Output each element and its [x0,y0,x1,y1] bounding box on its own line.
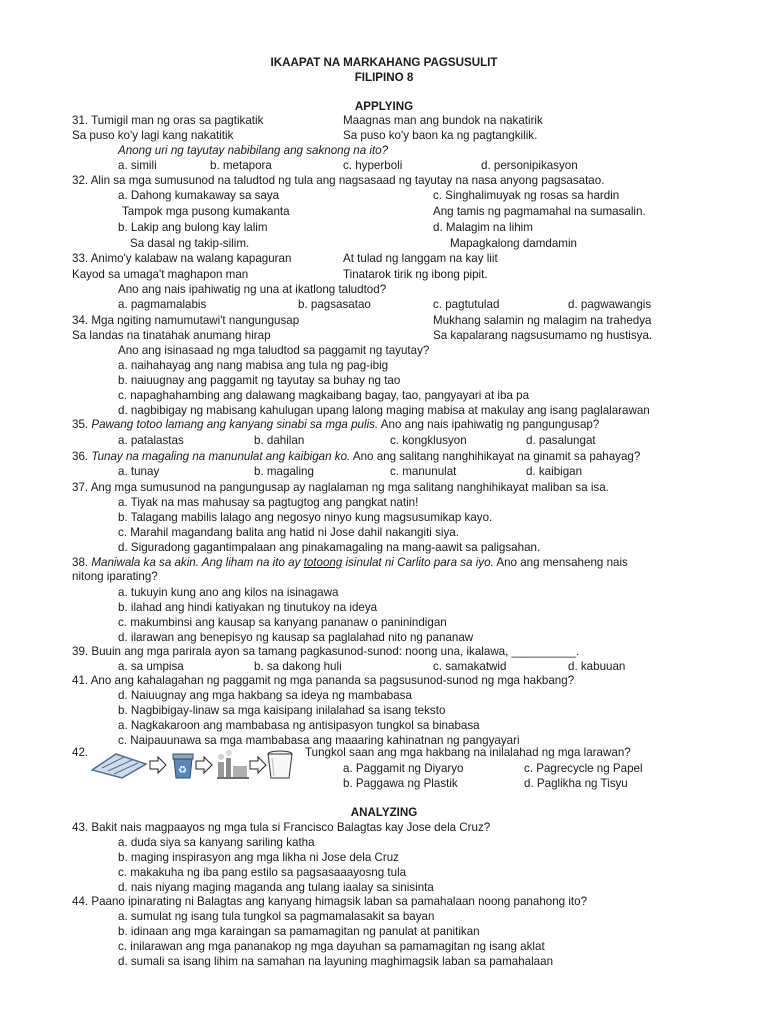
q42-picture-sequence [90,748,300,780]
q36-number: 36. [72,450,89,463]
q34-line2b: Sa kapalarang nagsusumamo ng hustisya. [433,329,653,342]
q39-choice-d: d. kabuuan [568,660,626,673]
q37-question: 37. Ang mga sumusunod na pangungusap ay naglalaman ng mga salitang nanghihikayat maliban sa isa. [72,481,609,494]
q33-line2a: Kayod sa umaga't maghapon man [72,268,249,281]
q34-line1b: Mukhang salamin ng malagim na trahedya [433,314,652,327]
q38-number: 38. [72,556,89,569]
svg-text:♻: ♻ [178,765,187,776]
q37-choice-a: a. Tiyak na mas mahusay sa pagtugtog ang pangkat natin! [118,496,419,509]
q32-choice-a-line2: Tampok mga pusong kumakanta [122,205,290,218]
q37-choice-c: c. Marahil magandang balita ang hatid ni Jose dahil nakangiti siya. [118,526,459,539]
q36-question [72,450,640,464]
q32-choice-b-line1: b. Lakip ang bulong kay lalim [118,221,268,234]
q33-choice-b: b. pagsasatao [298,298,371,311]
q38-quote-part1: Maniwala ka sa akin. Ang liham na ito ay [91,556,301,569]
exam-title: IKAAPAT NA MARKAHANG PAGSUSULIT [270,56,498,69]
q34-choice-c: c. napaghahambing ang dalawang magkaibang bagay, tao, pangyayari at iba pa [118,389,530,402]
q33-choice-a: a. pagmamalabis [118,298,207,311]
q36-choice-d: d. kaibigan [526,465,583,478]
q44-choice-d: d. sumali sa isang lihim na samahan na layuning maghimagsik laban sa pamahalaan [118,955,554,968]
section-analyzing: ANALYZING [350,806,418,819]
q41-choice-a: a. Nagkakaroon ang mambabasa ng antisipasyon tungkol sa binabasa [118,719,480,732]
q32-choice-b-line2: Sa dasal ng takip-silim. [130,237,250,250]
q33-question: Ano ang nais ipahiwatig ng una at ikatlong taludtod? [118,283,387,296]
q35-question [72,418,599,432]
q31-line1a: 31. Tumigil man ng oras sa pagtikatik [72,114,264,127]
q41-choice-b: b. Nagbibigay-linaw sa mga kaisipang inilalahad sa isang teksto [118,704,446,717]
arrow-right-icon [150,757,166,773]
q44-question: 44. Paano ipinarating ni Balagtas ang kanyang himagsik laban sa pamahalaan noong panahong ito? [72,895,588,908]
q33-line2b: Tinatarok tirik ng ibong pipit. [343,268,488,281]
factory-icon [217,750,249,779]
q36-quote: Tunay na magaling na manunulat ang kaibigan ko. [91,450,351,463]
q38-ask: Ano ang mensaheng nais [496,556,628,569]
exam-subtitle: FILIPINO 8 [354,71,414,84]
q37-choice-d: d. Siguradong gagantimpalaan ang pinakamagaling na mang-aawit sa paligsahan. [118,541,541,554]
q34-line2a: Sa landas na tinatahak anumang hirap [72,329,271,342]
arrow-right-icon [196,757,212,773]
q43-choice-c: c. makakuha ng iba pang estilo sa pagsasaaayosng tula [118,866,407,879]
q32-question: 32. Alin sa mga sumusunod na taludtod ng tula ang nagsasaad ng tayutay na nasa anyong pagsasatao. [72,174,605,187]
q32-choice-d-line1: d. Malagim na lihim [433,221,533,234]
q42-choice-b: b. Paggawa ng Plastik [343,777,458,790]
q41-choice-d: d. Naiuugnay ang mga hakbang sa ideya ng mambabasa [118,689,412,702]
q39-choice-a: a. sa umpisa [118,660,184,673]
section-applying: APPLYING [354,100,414,113]
q34-choice-b: b. naiuugnay ang paggamit ng tayutay sa buhay ng tao [118,374,401,387]
q38-quote-underlined: totoong [303,556,343,569]
q44-choice-c: c. inilarawan ang mga pananakop ng mga dayuhan sa pamamagitan ng isang aklat [118,940,545,953]
q34-line1a: 34. Mga ngiting namumutawi't nangungusap [72,314,300,327]
q34-choice-a: a. naihahayag ang nang mabisa ang tula ng pag-ibig [118,359,389,372]
q35-choice-b: b. dahilan [254,434,305,447]
q39-choice-c: c. samakatwid [433,660,507,673]
q41-question: 41. Ano ang kahalagahan ng paggamit ng mga pananda sa pagsusunod-sunod ng mga hakbang? [72,674,575,687]
q38-question [72,556,628,570]
q33-choice-c: c. pagtutulad [433,298,500,311]
q32-choice-a-line1: a. Dahong kumakaway sa saya [118,189,280,202]
q35-choice-d: d. pasalungat [526,434,596,447]
q38-choice-a: a. tukuyin kung ano ang kilos na isinagawa [118,586,339,599]
q31-choice-a: a. simili [118,159,157,172]
q33-line1a: 33. Animo'y kalabaw na walang kapaguran [72,252,292,265]
q35-number: 35. [72,418,89,431]
q42-question: Tungkol saan ang mga hakbang na inilalahad ng mga larawan? [305,746,631,759]
q33-line1b: At tulad ng langgam na kay liit [343,252,498,265]
newspaper-icon [92,754,146,778]
q38-choice-c: c. makumbinsi ang kausap sa kanyang pananaw o paninindigan [118,616,447,629]
q43-choice-d: d. nais niyang maging maganda ang tulang iaalay sa sinisinta [118,881,434,894]
q42-choice-a: a. Paggamit ng Diyaryo [343,762,464,775]
q31-choice-b: b. metapora [210,159,272,172]
q36-choice-b: b. magaling [254,465,314,478]
q38-choice-b: b. ilahad ang hindi katiyakan ng tinutukoy na ideya [118,601,378,614]
recycle-bin-icon [173,754,193,778]
q43-question: 43. Bakit nais magpaayos ng mga tula si Francisco Balagtas kay Jose dela Cruz? [72,821,491,834]
q31-choice-c: c. hyperboli [343,159,403,172]
q39-question: 39. Buuin ang mga parirala ayon sa tamang pagkasunod-sunod: noong una, ikalawa, __________. [72,645,580,658]
q33-choice-d: d. pagwawangis [568,298,652,311]
q43-choice-a: a. duda siya sa kanyang sariling katha [118,836,315,849]
q44-choice-b: b. idinaan ang mga karaingan sa pamamagitan ng panulat at panitikan [118,925,480,938]
q42-choice-c: c. Pagrecycle ng Papel [524,762,643,775]
q41-choice-c: c. Naipauunawa sa mga mambabasa ang maaaring kahinatnan ng pangyayari [118,734,520,747]
q44-choice-a: a. sumulat ng isang tula tungkol sa pagmamalasakit sa bayan [118,910,435,923]
q35-choice-a: a. patalastas [118,434,184,447]
q31-choice-d: d. personipikasyon [481,159,578,172]
q39-choice-b: b. sa dakong huli [254,660,342,673]
q42-choice-d: d. Paglikha ng Tisyu [524,777,628,790]
q36-ask: Ano ang salitang nanghihikayat na ginamit sa pahayag? [352,450,641,463]
q38-quote-part2: isinulat ni Carlito para sa iyo. [345,556,494,569]
q32-choice-d-line2: Mapagkalong damdamin [450,237,577,250]
q31-line2a: Sa puso ko'y lagi kang nakatitik [72,129,234,142]
q38-question-line2: nitong iparating? [72,570,158,583]
q32-choice-c-line1: c. Singhalimuyak ng rosas sa hardin [433,189,620,202]
q38-choice-d: d. ilarawan ang benepisyo ng kausap sa paglalahad nito ng pananaw [118,631,474,644]
q42-number: 42. [72,746,89,759]
q37-choice-b: b. Talagang mabilis lalago ang negosyo ninyo kung magsusumikap kayo. [118,511,493,524]
q32-choice-c-line2: Ang tamis ng pagmamahal na sumasalin. [433,205,646,218]
q31-line1b: Maagnas man ang bundok na nakatirik [343,114,543,127]
q43-choice-b: b. maging inspirasyon ang mga likha ni Jose dela Cruz [118,851,399,864]
q36-choice-c: c. manunulat [390,465,457,478]
q31-question: Anong uri ng tayutay nabibilang ang saknong na ito? [118,144,389,157]
q34-choice-d: d. nagbibigay ng mabisang kahulugan upang lalong maging mabisa at makulay ang isang paglalarawan [118,404,650,417]
q34-question: Ano ang isinasaad ng mga taludtod sa paggamit ng tayutay? [118,344,430,357]
tissue-cup-icon [268,751,292,778]
q31-line2b: Sa puso ko'y baon ka ng pagtangkilik. [343,129,538,142]
q35-ask: Ano ang nais ipahiwatig ng pangungusap? [380,418,600,431]
q36-choice-a: a. tunay [118,465,160,478]
arrow-right-icon [250,757,266,773]
q35-quote: Pawang totoo lamang ang kanyang sinabi sa mga pulis. [91,418,379,431]
q35-choice-c: c. kongklusyon [390,434,467,447]
